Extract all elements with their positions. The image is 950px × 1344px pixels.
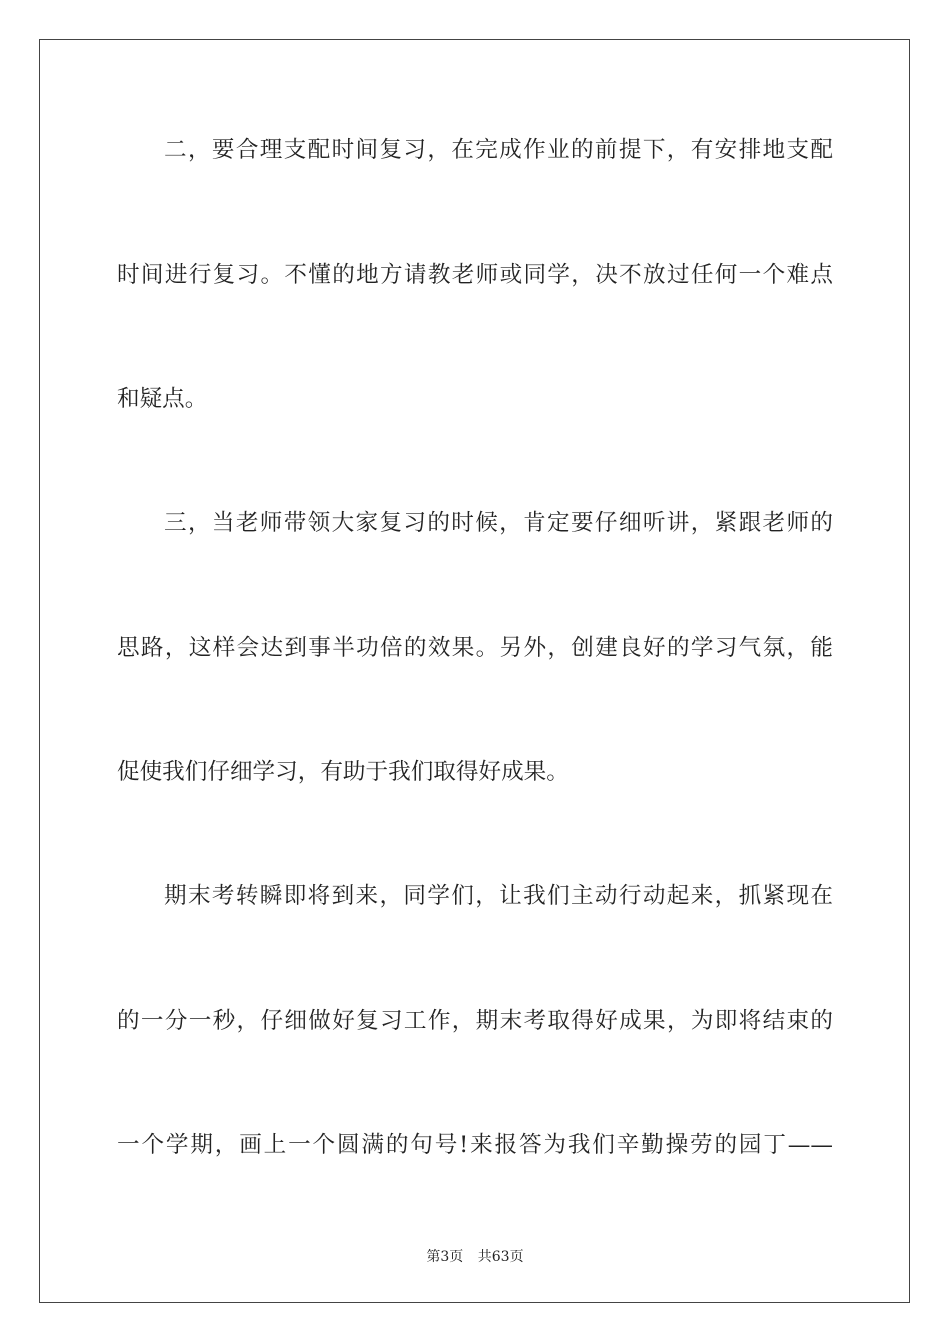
paragraph-3-line-2: 的一分一秒，仔细做好复习工作，期末考取得好成果，为即将结束的 [117,1008,833,1034]
paragraph-2-line-1: 三，当老师带领大家复习的时候，肯定要仔细听讲，紧跟老师的 [164,510,833,536]
page-total: 共63页 [477,1249,524,1265]
page-number: 第3页 [426,1249,464,1265]
paragraph-2-line-2: 思路，这样会达到事半功倍的效果。另外，创建良好的学习气氛，能 [117,635,833,661]
page-footer [0,1246,950,1266]
paragraph-1-line-2: 时间进行复习。不懂的地方请教老师或同学，决不放过任何一个难点 [117,262,833,288]
paragraph-1-line-3: 和疑点。 [117,386,208,412]
paragraph-1-line-1: 二，要合理支配时间复习，在完成作业的前提下，有安排地支配 [164,137,833,163]
paragraph-3-line-1: 期末考转瞬即将到来，同学们，让我们主动行动起来，抓紧现在 [164,883,833,909]
paragraph-3-line-3: 一个学期，画上一个圆满的句号!来报答为我们辛勤操劳的园丁—— [117,1132,833,1158]
paragraph-2-line-3: 促使我们仔细学习，有助于我们取得好成果。 [117,759,569,785]
page-border [39,39,910,1303]
